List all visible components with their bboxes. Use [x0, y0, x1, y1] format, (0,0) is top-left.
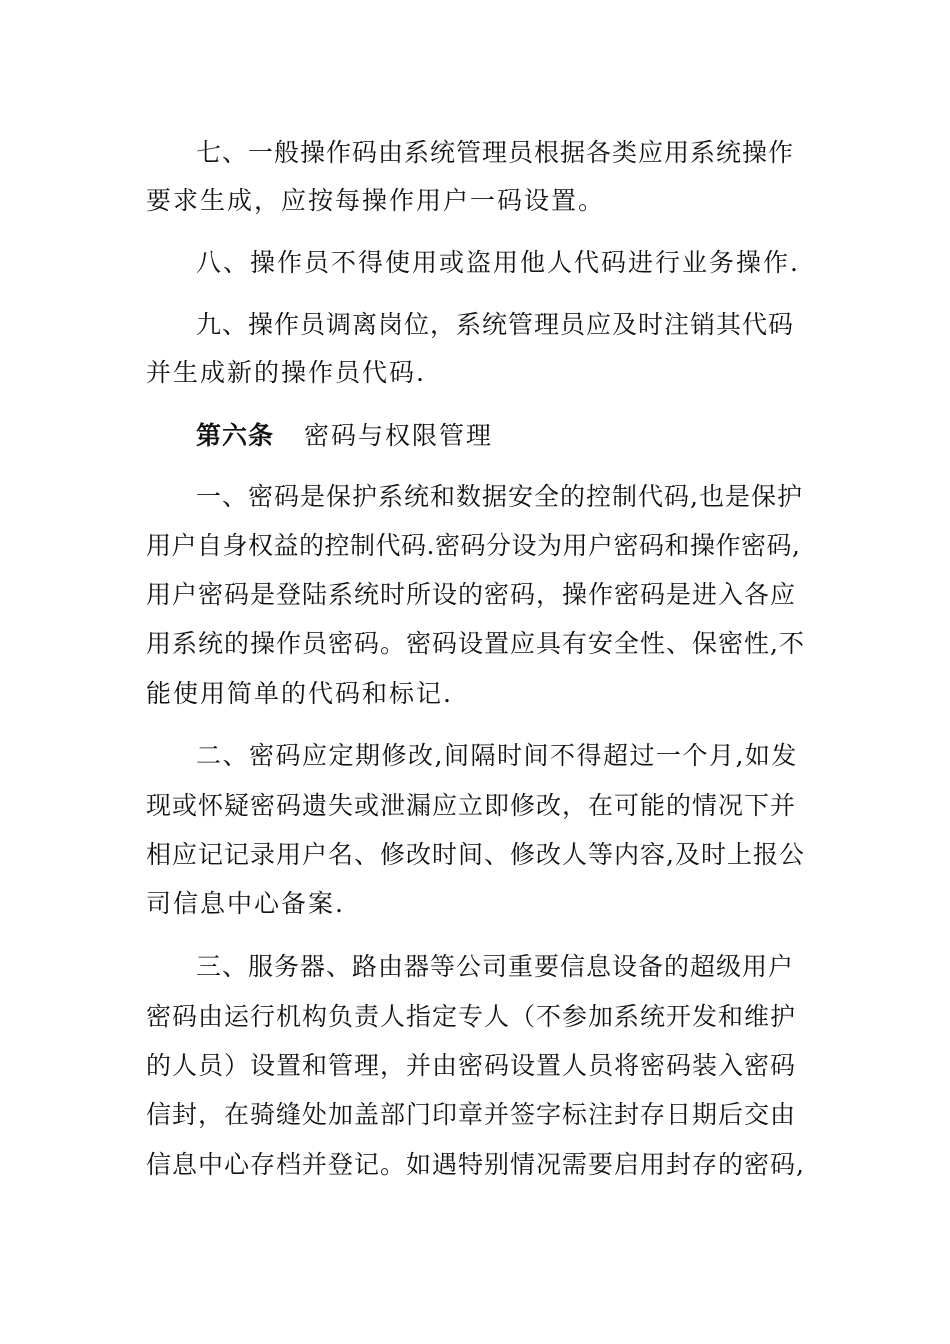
paragraph-3-line-2: 密码由运行机构负责人指定专人（不参加系统开发和维护 — [146, 1002, 797, 1031]
paragraph-9-line-1: 九、操作员调离岗位，系统管理员应及时注销其代码 — [196, 310, 795, 339]
paragraph-1-line-5: 能使用简单的代码和标记. — [146, 679, 453, 708]
section-number: 第六条 — [196, 421, 275, 450]
paragraph-3-line-1: 三、服务器、路由器等公司重要信息设备的超级用户 — [196, 952, 795, 981]
section-heading — [196, 421, 493, 451]
paragraph-7-line-2: 要求生成，应按每操作用户一码设置。 — [146, 186, 606, 215]
paragraph-1-line-3: 用户密码是登陆系统时所设的密码，操作密码是进入各应 — [146, 580, 797, 609]
paragraph-3-line-4: 信封，在骑缝处加盖部门印章并签字标注封存日期后交由 — [146, 1100, 797, 1129]
paragraph-1-line-2: 用户自身权益的控制代码.密码分设为用户密码和操作密码, — [146, 531, 801, 560]
paragraph-7-line-1: 七、一般操作码由系统管理员根据各类应用系统操作 — [196, 138, 795, 167]
paragraph-2-line-3: 相应记记录用户名、修改时间、修改人等内容,及时上报公 — [146, 840, 805, 869]
paragraph-3-line-5: 信息中心存档并登记。如遇特别情况需要启用封存的密码, — [146, 1150, 805, 1179]
paragraph-8-line-1: 八、操作员不得使用或盗用他人代码进行业务操作. — [196, 248, 800, 277]
section-title: 密码与权限管理 — [304, 421, 494, 450]
paragraph-1-line-4: 用系统的操作员密码。密码设置应具有安全性、保密性,不 — [146, 629, 805, 658]
paragraph-2-line-4: 司信息中心备案. — [146, 889, 345, 918]
paragraph-1-line-1: 一、密码是保护系统和数据安全的控制代码,也是保护 — [196, 482, 803, 511]
paragraph-3-line-3: 的人员）设置和管理，并由密码设置人员将密码装入密码 — [146, 1051, 797, 1080]
paragraph-2-line-2: 现或怀疑密码遗失或泄漏应立即修改，在可能的情况下并 — [146, 791, 797, 820]
paragraph-2-line-1: 二、密码应定期修改,间隔时间不得超过一个月,如发 — [196, 741, 798, 770]
paragraph-9-line-2: 并生成新的操作员代码. — [146, 358, 426, 387]
